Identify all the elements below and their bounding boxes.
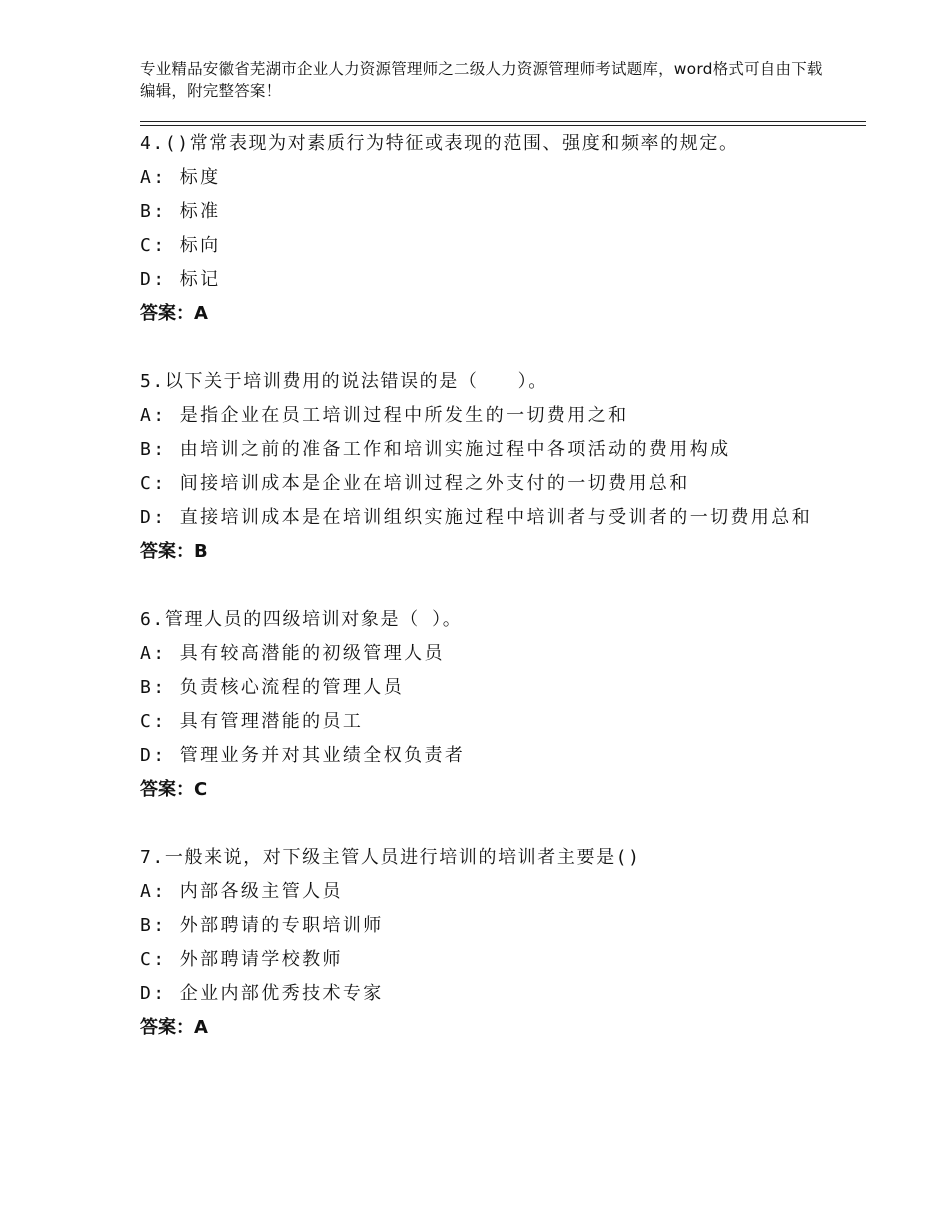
header-divider-top [140,121,866,122]
answer-label: 答案：A [140,1017,208,1038]
question-stem: 7.一般来说，对下级主管人员进行培训的培训者主要是() [140,847,641,868]
option-d: D: 直接培训成本是在培训组织实施过程中培训者与受训者的一切费用总和 [140,507,813,528]
option-c: C: 间接培训成本是企业在培训过程之外支付的一切费用总和 [140,473,690,494]
question-stem: 6.管理人员的四级培训对象是（ ）。 [140,609,463,630]
option-d: D: 管理业务并对其业绩全权负责者 [140,745,466,766]
option-a: A: 内部各级主管人员 [140,881,343,902]
question-6 [140,603,820,807]
header-divider-bottom [140,125,866,126]
option-d: D: 标记 [140,269,221,290]
question-list [140,127,820,1079]
option-a: A: 标度 [140,167,221,188]
option-b: B: 由培训之前的准备工作和培训实施过程中各项活动的费用构成 [140,439,731,460]
question-stem: 4.()常常表现为对素质行为特征或表现的范围、强度和频率的规定。 [140,133,739,154]
option-b: B: 标准 [140,201,221,222]
option-d: D: 企业内部优秀技术专家 [140,983,384,1004]
answer-label: 答案：A [140,303,208,324]
question-5 [140,365,820,569]
option-c: C: 标向 [140,235,221,256]
question-4 [140,127,820,331]
question-stem: 5.以下关于培训费用的说法错误的是（ ）。 [140,371,548,392]
option-b: B: 负责核心流程的管理人员 [140,677,405,698]
document-header: 专业精品安徽省芜湖市企业人力资源管理师之二级人力资源管理师考试题库，word格式可自由下载编辑，附完整答案！ [140,60,823,100]
option-b: B: 外部聘请的专职培训师 [140,915,384,936]
option-a: A: 是指企业在员工培训过程中所发生的一切费用之和 [140,405,629,426]
answer-label: 答案：C [140,779,208,800]
answer-label: 答案：B [140,541,208,562]
option-a: A: 具有较高潜能的初级管理人员 [140,643,445,664]
option-c: C: 具有管理潜能的员工 [140,711,364,732]
question-7 [140,841,820,1045]
option-c: C: 外部聘请学校教师 [140,949,343,970]
